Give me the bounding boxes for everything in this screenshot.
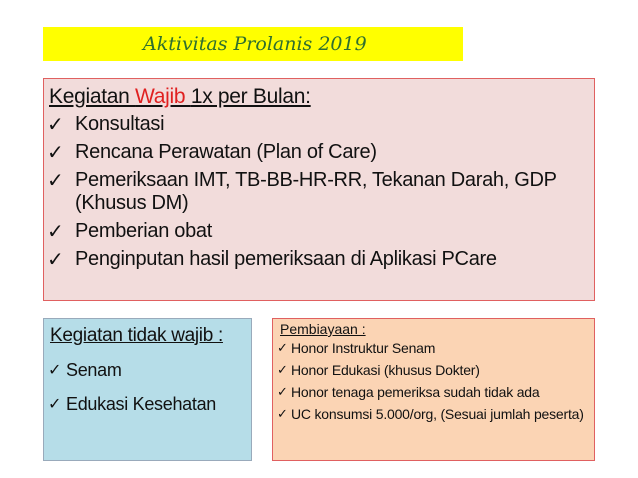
list-item-text: Senam xyxy=(66,360,122,380)
mandatory-list xyxy=(47,113,587,276)
list-item-text: Pemeriksaan IMT, TB-BB-HR-RR, Tekanan Darah, GDP (Khusus DM) xyxy=(75,169,557,214)
check-icon: ✓ xyxy=(47,168,64,192)
list-item-text: Konsultasi xyxy=(75,113,165,135)
list-item-text: Pemberian obat xyxy=(75,220,213,242)
heading-suffix: 1x per Bulan: xyxy=(190,85,311,108)
list-item-text: Honor Edukasi (khusus Dokter) xyxy=(291,362,480,378)
check-icon: ✓ xyxy=(47,219,64,243)
mandatory-activities-panel xyxy=(43,78,595,301)
list-item xyxy=(47,113,587,136)
list-item-text: Penginputan hasil pemeriksaan di Aplikasi PCare xyxy=(75,248,497,270)
heading-accent-wajib: Wajib xyxy=(135,85,191,108)
mandatory-heading xyxy=(49,85,311,109)
list-item xyxy=(48,393,216,415)
list-item xyxy=(47,248,587,271)
check-icon: ✓ xyxy=(47,112,64,136)
check-icon: ✓ xyxy=(277,341,288,356)
funding-list xyxy=(277,341,589,429)
list-item xyxy=(48,359,216,381)
list-item-text: Rencana Perawatan (Plan of Care) xyxy=(75,141,377,163)
slide-title: Aktivitas Prolanis 2019 xyxy=(143,33,367,55)
heading-prefix: Kegiatan xyxy=(49,85,136,108)
optional-list xyxy=(48,359,216,427)
list-item xyxy=(47,141,587,164)
list-item xyxy=(277,341,589,356)
check-icon: ✓ xyxy=(48,394,62,413)
list-item xyxy=(47,169,587,215)
title-banner xyxy=(43,27,463,61)
check-icon: ✓ xyxy=(47,247,64,271)
list-item xyxy=(47,220,587,243)
check-icon: ✓ xyxy=(277,407,288,422)
check-icon: ✓ xyxy=(48,360,62,379)
optional-activities-panel xyxy=(43,318,252,461)
list-item xyxy=(277,363,589,378)
list-item xyxy=(277,385,589,400)
funding-panel xyxy=(272,318,595,461)
list-item xyxy=(277,407,589,422)
list-item-text: Edukasi Kesehatan xyxy=(66,394,217,414)
list-item-text: Honor Instruktur Senam xyxy=(291,340,436,356)
check-icon: ✓ xyxy=(277,363,288,378)
list-item-text: Honor tenaga pemeriksa sudah tidak ada xyxy=(291,384,540,400)
optional-heading: Kegiatan tidak wajib : xyxy=(50,325,223,346)
check-icon: ✓ xyxy=(47,140,64,164)
funding-heading: Pembiayaan : xyxy=(280,321,366,337)
check-icon: ✓ xyxy=(277,385,288,400)
list-item-text: UC konsumsi 5.000/org, (Sesuai jumlah peserta) xyxy=(291,406,584,422)
